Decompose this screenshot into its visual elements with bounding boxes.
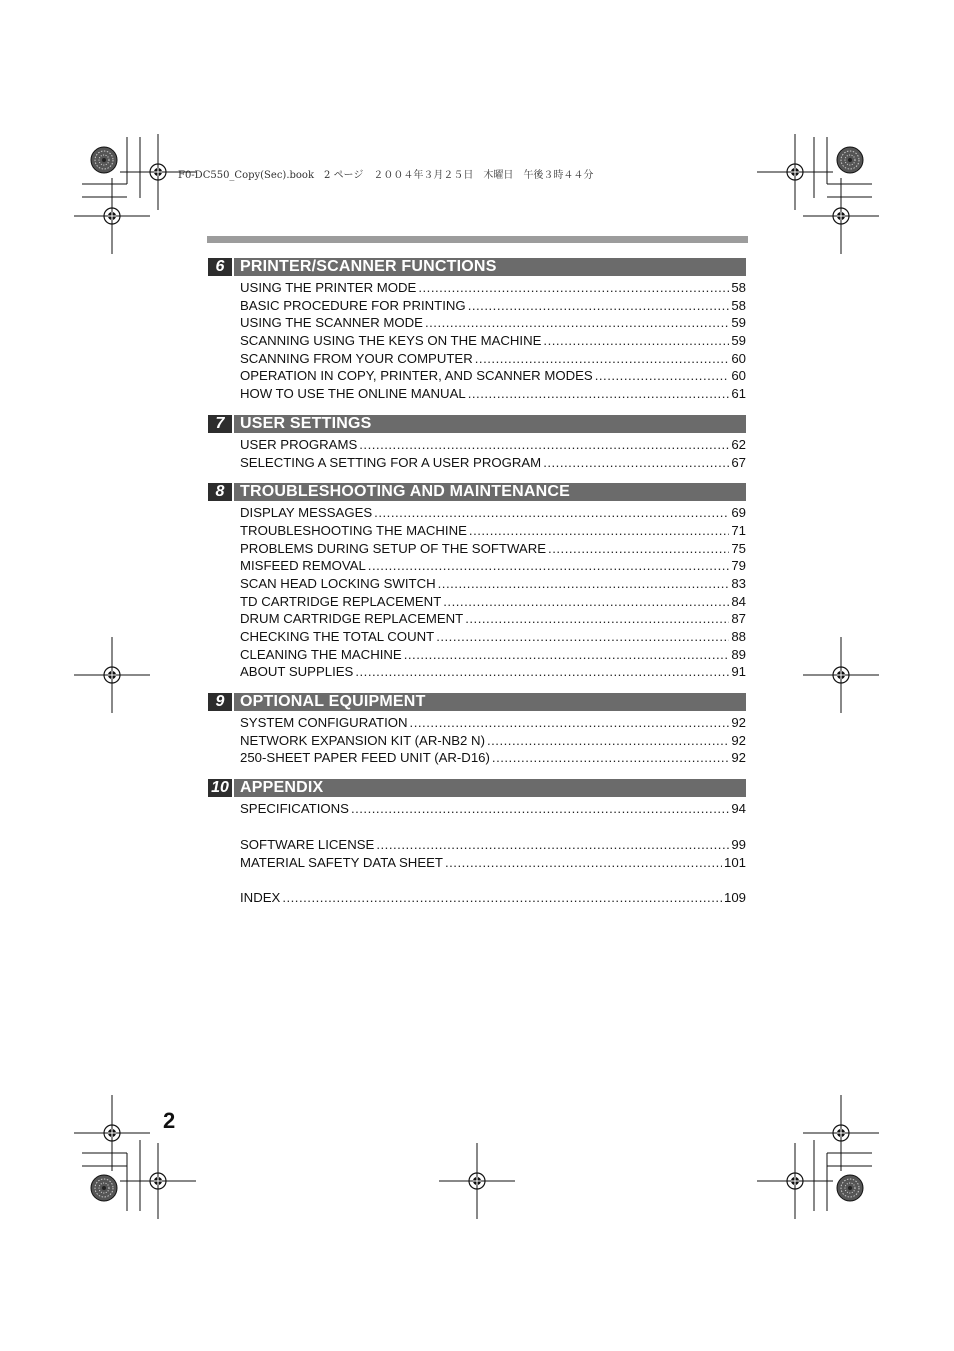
dot-leader	[468, 297, 730, 315]
entry-page: 92	[731, 732, 746, 748]
dot-leader	[282, 889, 722, 907]
dot-leader	[548, 540, 729, 558]
dot-leader	[475, 350, 730, 368]
section-header	[208, 779, 746, 797]
toc-entry[interactable]	[240, 628, 746, 646]
dot-leader	[351, 800, 729, 818]
toc-entry[interactable]	[240, 454, 746, 472]
entry-page: 88	[731, 629, 746, 644]
entry-label: DRUM CARTRIDGE REPLACEMENT	[240, 611, 464, 627]
entry-label: MISFEED REMOVAL	[240, 558, 366, 574]
table-of-contents	[208, 258, 746, 919]
entry-label: PROBLEMS DURING SETUP OF THE SOFTWARE	[240, 540, 547, 556]
entry-label: TROUBLESHOOTING THE MACHINE	[240, 522, 467, 538]
dot-leader	[443, 593, 729, 611]
section-number: 8	[208, 483, 232, 501]
toc-entry[interactable]	[240, 714, 746, 732]
dot-leader	[436, 628, 729, 646]
entry-label: USING THE PRINTER MODE	[240, 280, 417, 295]
entry-label: BASIC PROCEDURE FOR PRINTING	[240, 297, 466, 313]
dot-leader	[487, 732, 729, 750]
entry-label: SCANNING USING THE KEYS ON THE MACHINE	[240, 333, 542, 349]
entry-label: SCAN HEAD LOCKING SWITCH	[240, 575, 436, 591]
toc-section-6	[208, 258, 746, 403]
toc-entry[interactable]	[240, 557, 746, 575]
entry-page: 62	[731, 436, 746, 452]
top-rule	[207, 236, 748, 243]
dot-leader	[468, 385, 730, 403]
entry-page: 58	[731, 280, 746, 295]
toc-entry[interactable]	[240, 610, 746, 628]
entry-page: 61	[731, 386, 746, 402]
toc-entry[interactable]	[240, 540, 746, 558]
entry-label: CHECKING THE TOTAL COUNT	[240, 629, 435, 644]
section-header	[208, 483, 746, 501]
entry-page: 79	[731, 558, 746, 574]
dot-leader	[543, 332, 729, 350]
toc-entry[interactable]	[240, 889, 746, 907]
toc-entry[interactable]	[240, 367, 746, 385]
dot-leader	[425, 314, 729, 332]
dot-leader	[410, 714, 730, 732]
dot-leader	[374, 504, 729, 522]
entry-label: SYSTEM CONFIGURATION	[240, 715, 408, 731]
entry-label: CLEANING THE MACHINE	[240, 646, 402, 662]
print-info-header: F0-DC550_Copy(Sec).book 2 ページ ２００４年３月２５日 木曜日 午後３時４４分	[178, 170, 594, 181]
entry-page: 59	[731, 315, 746, 331]
entry-page: 101	[723, 854, 746, 870]
section-header	[208, 693, 746, 711]
entry-label: SPECIFICATIONS	[240, 801, 349, 817]
entry-page: 71	[731, 522, 746, 538]
entry-page: 60	[731, 368, 746, 384]
section-title[interactable]: USER SETTINGS	[234, 415, 746, 433]
section-number: 7	[208, 415, 232, 433]
entry-label: DISPLAY MESSAGES	[240, 505, 373, 521]
section-title[interactable]: TROUBLESHOOTING AND MAINTENANCE	[234, 483, 746, 501]
toc-entry[interactable]	[240, 279, 746, 297]
entry-page: 59	[731, 333, 746, 349]
toc-section-10	[208, 779, 746, 907]
toc-entry[interactable]	[240, 593, 746, 611]
toc-section-8	[208, 483, 746, 681]
toc-entry[interactable]	[240, 297, 746, 315]
toc-entry[interactable]	[240, 854, 746, 872]
entry-page: 69	[731, 505, 746, 521]
entry-label: 250-SHEET PAPER FEED UNIT (AR-D16)	[240, 750, 490, 766]
entry-label: INDEX	[240, 890, 281, 906]
section-title[interactable]: APPENDIX	[234, 779, 746, 797]
entry-label: OPERATION IN COPY, PRINTER, AND SCANNER MODES	[240, 368, 593, 384]
toc-entry[interactable]	[240, 800, 746, 818]
section-header	[208, 415, 746, 433]
entry-page: 87	[731, 611, 746, 627]
toc-section-9	[208, 693, 746, 767]
dot-leader	[469, 522, 729, 540]
entry-spacer	[208, 871, 746, 889]
dot-leader	[595, 367, 730, 385]
dot-leader	[418, 279, 729, 297]
entry-page: 67	[731, 454, 746, 470]
entry-page: 84	[731, 593, 746, 609]
dot-leader	[359, 436, 729, 454]
toc-entry[interactable]	[240, 504, 746, 522]
dot-leader	[404, 646, 730, 664]
toc-entry[interactable]	[240, 332, 746, 350]
entry-label: SCANNING FROM YOUR COMPUTER	[240, 350, 473, 366]
entry-page: 92	[731, 750, 746, 766]
section-number: 6	[208, 258, 232, 276]
toc-entry[interactable]	[240, 436, 746, 454]
toc-entry[interactable]	[240, 385, 746, 403]
entry-page: 99	[731, 836, 746, 852]
entry-label: MATERIAL SAFETY DATA SHEET	[240, 854, 443, 870]
entry-page: 58	[731, 297, 746, 313]
toc-entry[interactable]	[240, 836, 746, 854]
entry-label: USING THE SCANNER MODE	[240, 315, 423, 331]
dot-leader	[376, 836, 729, 854]
page-number: 2	[163, 1108, 176, 1133]
entry-label: SOFTWARE LICENSE	[240, 836, 375, 852]
dot-leader	[465, 610, 729, 628]
dot-leader	[543, 454, 729, 472]
toc-entry[interactable]	[240, 314, 746, 332]
entry-page: 89	[731, 646, 746, 662]
entry-label: ABOUT SUPPLIES	[240, 664, 354, 680]
entry-label: SELECTING A SETTING FOR A USER PROGRAM	[240, 454, 542, 470]
entry-page: 91	[731, 664, 746, 680]
toc-entry[interactable]	[240, 350, 746, 368]
section-title[interactable]: OPTIONAL EQUIPMENT	[234, 693, 746, 711]
dot-leader	[445, 854, 722, 872]
entry-page: 75	[731, 540, 746, 556]
section-number: 9	[208, 693, 232, 711]
entry-spacer	[208, 818, 746, 836]
entry-label: HOW TO USE THE ONLINE MANUAL	[240, 386, 466, 402]
section-header	[208, 258, 746, 276]
entry-label: NETWORK EXPANSION KIT (AR-NB2 N)	[240, 732, 485, 748]
toc-entry[interactable]	[240, 749, 746, 767]
toc-entry[interactable]	[240, 646, 746, 664]
toc-entry[interactable]	[240, 575, 746, 593]
toc-entry[interactable]	[240, 663, 746, 681]
toc-entry[interactable]	[240, 522, 746, 540]
dot-leader	[355, 663, 729, 681]
section-title[interactable]: PRINTER/SCANNER FUNCTIONS	[234, 258, 746, 276]
entry-page: 60	[731, 350, 746, 366]
dot-leader	[438, 575, 730, 593]
section-number: 10	[208, 779, 232, 797]
entry-page: 83	[731, 575, 746, 591]
entry-page: 94	[731, 801, 746, 817]
entry-label: TD CARTRIDGE REPLACEMENT	[240, 593, 442, 609]
dot-leader	[368, 557, 730, 575]
entry-page: 92	[731, 715, 746, 731]
dot-leader	[492, 749, 729, 767]
toc-entry[interactable]	[240, 732, 746, 750]
toc-section-7	[208, 415, 746, 471]
entry-label: USER PROGRAMS	[240, 436, 358, 452]
entry-page: 109	[723, 890, 746, 906]
